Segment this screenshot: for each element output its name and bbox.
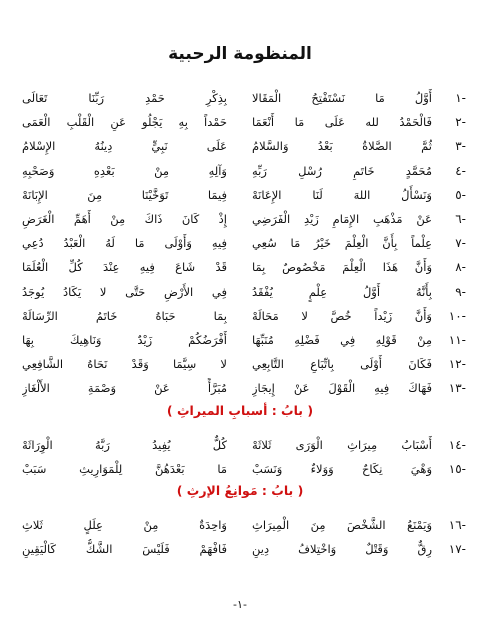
verse-second-hemistich: فَافْهَمْ فَلَيْسَ الشَّكُّ كَالْيَقِينِ bbox=[22, 542, 227, 557]
verse-line bbox=[10, 306, 470, 326]
verse-second-hemistich: بِمَا حَبَاهُ خَاتَمُ الرِّسَالَهْ bbox=[22, 308, 227, 323]
verse-line bbox=[10, 354, 470, 374]
verse-number: -٣ bbox=[455, 139, 466, 154]
verse-first-hemistich: أَسْبَابُ مِيرَاثِ الْوَرَى ثَلاثَهْ bbox=[252, 437, 432, 452]
verse-line bbox=[10, 161, 470, 181]
verse-number: -١٥ bbox=[448, 461, 466, 476]
verse-number: -١٦ bbox=[448, 518, 466, 532]
verse-number: -١٣ bbox=[448, 381, 466, 396]
verse-first-hemistich: ثُمَّ الصَّلاةُ بَعْدُ وَالسَّلامُ bbox=[252, 139, 432, 154]
verse-second-hemistich: أَفْرَضُكُمْ زَيْدٌ وَنَاهِيكَ بِهَا bbox=[22, 333, 227, 347]
section-heading: ( بابُ : مَوانِعُ الإرثِ ) bbox=[176, 483, 304, 498]
verse-second-hemistich: بِذِكْرِ حَمْدِ رَبِّنَا تَعَالَى bbox=[22, 91, 227, 105]
page-number: -١- bbox=[233, 598, 247, 611]
verse-first-hemistich: وَنَسْأَلُ اللهَ لَنَا الإِعَانَهْ bbox=[252, 187, 432, 202]
verse-line bbox=[10, 136, 470, 156]
verse-number: -٦ bbox=[455, 212, 466, 226]
verse-number: -١ bbox=[455, 91, 466, 105]
verse-second-hemistich: فِيهِ وَأَوْلَى مَا لَهُ الْعَبْدُ دُعِي bbox=[22, 236, 227, 251]
verse-line bbox=[10, 330, 470, 350]
verse-line bbox=[10, 185, 470, 205]
verse-second-hemistich: وَآلِهِ مِنْ بَعْدِهِ وَصَحْبِهِ bbox=[22, 163, 227, 178]
verse-first-hemistich: فَكَانَ أَوْلَى بِاتِّبَاعِ التَّابِعِي bbox=[252, 357, 432, 372]
verse-second-hemistich: مُبَرَّأً عَنْ وَصْمَةِ الأَلْغَازِ bbox=[22, 381, 227, 396]
verse-first-hemistich: أَوَّلُ مَا نَسْتَفْتِحُ الْمَقَالا bbox=[252, 91, 432, 105]
verse-second-hemistich: عَلَى نَبِيٍّ دِينُهُ الإِسْلامُ bbox=[22, 139, 227, 154]
verse-second-hemistich: إِذْ كَانَ ذَاكَ مِنْ أَهَمِّ الْغَرَضِ bbox=[22, 212, 227, 226]
section-heading: ( بابُ : أسبابِ الميراثِ ) bbox=[166, 402, 314, 418]
verse-number: -١٤ bbox=[448, 437, 466, 452]
verse-line bbox=[10, 515, 470, 535]
verse-second-hemistich: حَمْداً بِهِ يَجْلُو عَنِ الْقَلْبِ الْعَمَى bbox=[22, 115, 227, 130]
verse-number: -١٠ bbox=[448, 308, 466, 323]
verse-line bbox=[10, 378, 470, 398]
verse-first-hemistich: مِنْ قَوْلِهِ فِي فَضْلِهِ مُنَبِّهَا bbox=[252, 333, 432, 347]
verse-second-hemistich: فِيمَا تَوَخَّيْنَا مِنَ الإِبَانَهْ bbox=[22, 187, 227, 202]
poem-title: المنظومة الرحبية bbox=[168, 44, 312, 64]
verse-first-hemistich: وَأَنَّ زَيْداً خُصَّ لا مَحَالَهْ bbox=[252, 308, 432, 323]
verse-first-hemistich: وَأَنَّ هَذَا الْعِلْمَ مَخْصُوصٌ بِمَا bbox=[252, 260, 432, 275]
verse-first-hemistich: عِلْماً بِأَنَّ الْعِلْمَ خَيْرُ مَا سُعِي bbox=[252, 236, 432, 251]
verse-line bbox=[10, 459, 470, 479]
verse-number: -٥ bbox=[455, 187, 466, 202]
verse-line bbox=[10, 435, 470, 455]
verse-first-hemistich: عَنْ مَذْهَبِ الإِمَامِ زَيْدِ الْفَرَضِي bbox=[252, 212, 432, 226]
verse-line bbox=[10, 282, 470, 302]
verse-line bbox=[10, 209, 470, 229]
verse-second-hemistich: قَدْ شَاعَ فِيهِ عِنْدَ كُلِّ الْعُلَمَا bbox=[22, 260, 227, 275]
verse-first-hemistich: رِقٌّ وَقَتْلٌ وَاخْتِلافُ دِينِ bbox=[252, 542, 432, 557]
verse-second-hemistich: فِي الأَرْضِ حَتَّى لا يَكَادُ يُوجَدُ bbox=[22, 284, 227, 299]
verse-line bbox=[10, 257, 470, 277]
verse-number: -٧ bbox=[455, 236, 466, 251]
verse-second-hemistich: لا سِيَّمَا وَقَدْ نَحَاهُ الشَّافِعِي bbox=[22, 357, 227, 372]
verse-number: -١٢ bbox=[448, 357, 466, 372]
verse-second-hemistich: كُلٌّ يُفِيدُ رَبَّهُ الْوِرَاثَهْ bbox=[22, 437, 227, 452]
verse-number: -٤ bbox=[455, 163, 466, 178]
verse-second-hemistich: مَا بَعْدَهُنَّ لِلْمَوَارِيثِ سَبَبْ bbox=[22, 461, 227, 476]
verse-number: -١٧ bbox=[448, 542, 466, 557]
verse-line bbox=[10, 233, 470, 253]
verse-first-hemistich: وَيَمْنَعُ الشَّخْصَ مِنَ الْمِيرَاثِ bbox=[252, 518, 432, 532]
verse-line bbox=[10, 112, 470, 132]
verse-first-hemistich: فَهَاكَ فِيهِ الْقَوْلَ عَنْ إِيجَازِ bbox=[252, 381, 432, 396]
verse-first-hemistich: بِأَنَّهُ أَوَّلُ عِلْمٍ يُفْقَدُ bbox=[252, 284, 432, 299]
verse-number: -١١ bbox=[448, 333, 466, 347]
verse-first-hemistich: فَالْحَمْدُ لله عَلَى مَا أَنْعَمَا bbox=[252, 115, 432, 130]
verse-number: -٩ bbox=[455, 284, 466, 299]
verse-line bbox=[10, 88, 470, 108]
verse-number: -٢ bbox=[455, 115, 466, 130]
verse-number: -٨ bbox=[455, 260, 466, 275]
verse-first-hemistich: مُحَمَّدٍ خَاتَمِ رُسْلِ رَبِّهِ bbox=[252, 163, 432, 178]
verse-first-hemistich: وَهْيَ نِكَاحٌ وَوَلاءٌ وَنَسَبْ bbox=[252, 461, 432, 476]
verse-line bbox=[10, 539, 470, 559]
verse-second-hemistich: وَاحِدَةٌ مِنْ عِلَلٍ ثَلاثِ bbox=[22, 518, 227, 532]
